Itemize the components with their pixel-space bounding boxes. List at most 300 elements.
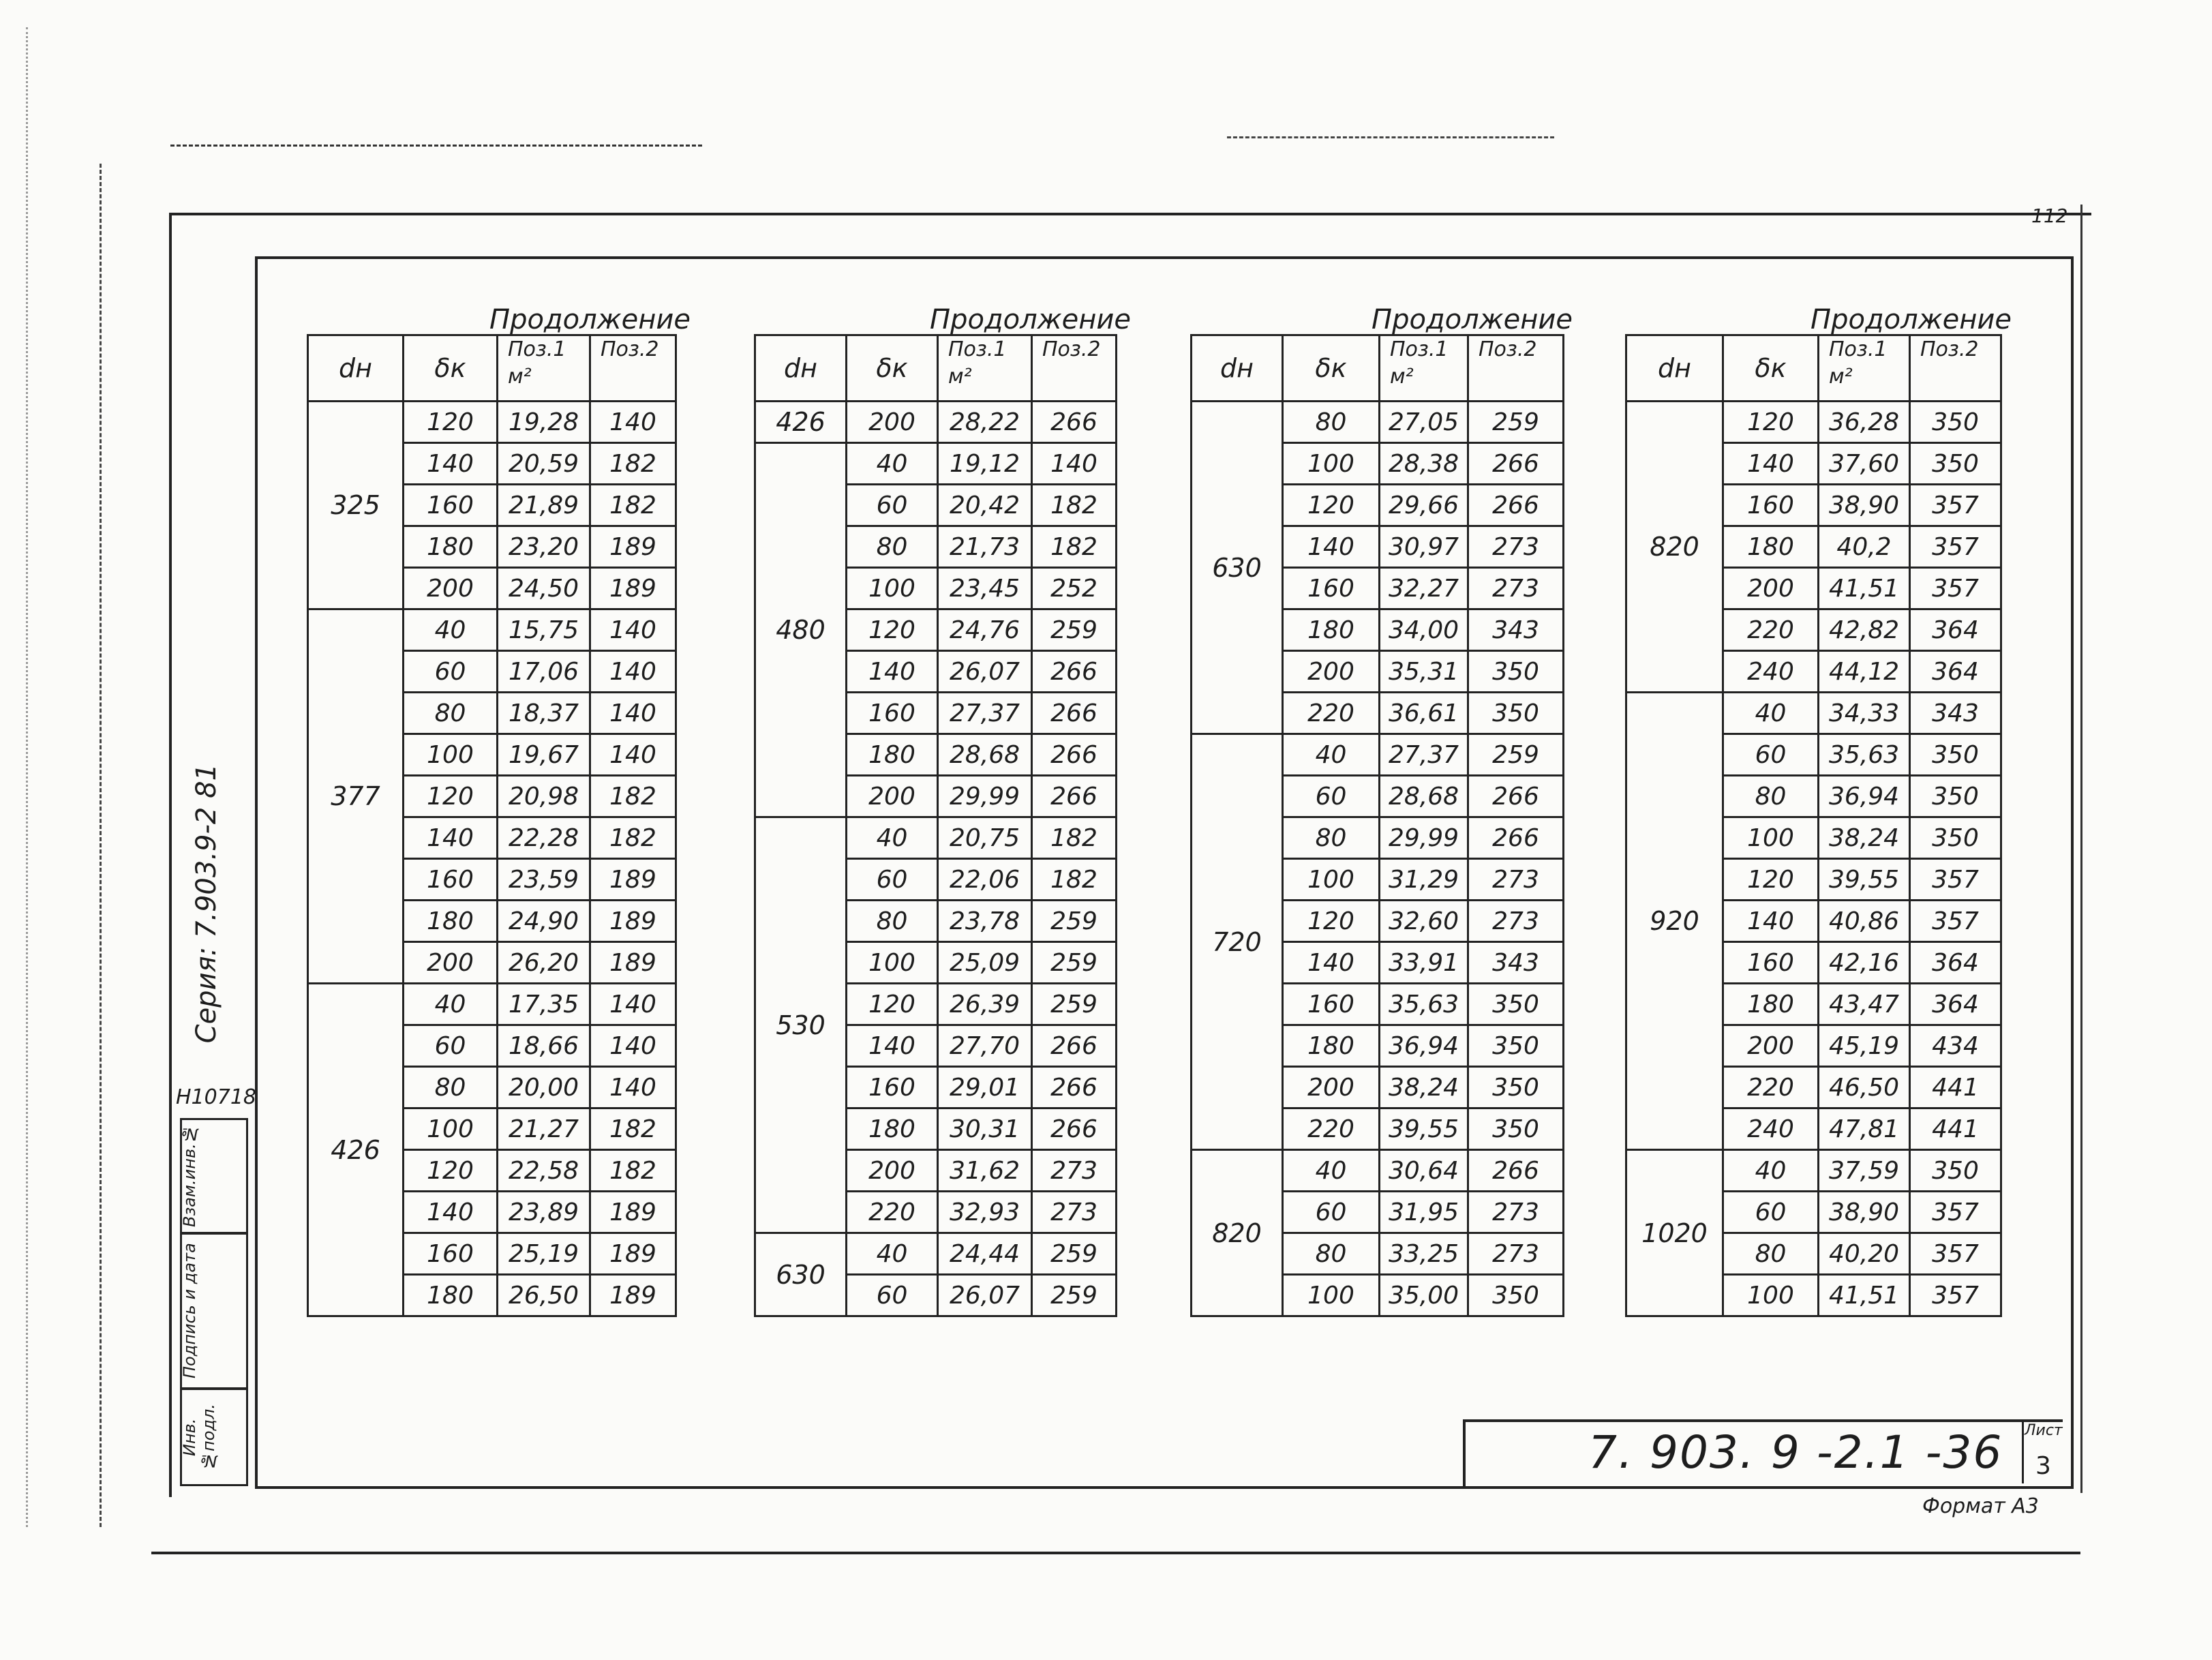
pos2-cell: 350 [1910,776,2001,817]
pos2-cell: 189 [590,901,676,942]
pos1-cell: 36,61 [1380,693,1468,734]
table-row [308,402,676,443]
dk-cell: 80 [847,526,938,568]
dk-cell: 160 [1283,984,1380,1025]
dk-cell: 140 [1283,942,1380,984]
pos1-cell: 35,00 [1380,1275,1468,1316]
pos2-cell: 357 [1910,901,2001,942]
pos2-cell: 273 [1468,859,1564,901]
sheet-label: Лист [2025,1422,2063,1439]
pos1-cell: 42,16 [1819,942,1910,984]
pos1-cell: 24,90 [498,901,590,942]
pos1-cell: 36,28 [1819,402,1910,443]
dk-cell: 100 [847,568,938,609]
pos2-cell: 357 [1910,568,2001,609]
pos2-cell: 364 [1910,651,2001,693]
pos1-cell: 27,37 [1380,734,1468,776]
pos1-cell: 24,50 [498,568,590,609]
dk-cell: 140 [404,817,498,859]
dk-cell: 80 [1283,817,1380,859]
pos1-cell: 31,29 [1380,859,1468,901]
pos2-cell: 350 [1468,1067,1564,1108]
dk-cell: 80 [1723,1233,1819,1275]
table-row [1626,1150,2001,1192]
pos2-cell: 273 [1468,526,1564,568]
pos2-cell: 182 [590,776,676,817]
pos2-cell: 266 [1468,776,1564,817]
pos1-cell: 19,67 [498,734,590,776]
pos2-cell: 364 [1910,984,2001,1025]
pos2-cell: 266 [1032,693,1117,734]
column-header: δк [1723,335,1819,402]
dk-cell: 80 [404,693,498,734]
dk-cell: 120 [847,609,938,651]
dk-cell: 40 [1723,1150,1819,1192]
pos1-cell: 47,81 [1819,1108,1910,1150]
pos2-cell: 252 [1032,568,1117,609]
pos2-cell: 350 [1468,984,1564,1025]
table-row [1192,402,1564,443]
column-header: Поз.1 м² [1819,335,1910,402]
continuation-label: Продолжение [1372,304,1573,335]
pos2-cell: 182 [590,1150,676,1192]
dk-cell: 200 [1723,1025,1819,1067]
pos1-cell: 28,38 [1380,443,1468,485]
dk-cell: 200 [1723,568,1819,609]
dk-cell: 160 [1723,485,1819,526]
pos2-cell: 266 [1032,1067,1117,1108]
pos1-cell: 20,00 [498,1067,590,1108]
pos1-cell: 19,28 [498,402,590,443]
pos1-cell: 18,37 [498,693,590,734]
dk-cell: 40 [847,443,938,485]
pos1-cell: 22,28 [498,817,590,859]
dashed-line [100,164,102,1527]
dn-cell: 820 [1626,402,1723,693]
pos1-cell: 26,39 [938,984,1032,1025]
continuation-label: Продолжение [1810,304,2012,335]
pos2-cell: 357 [1910,859,2001,901]
dashed-line [170,145,702,147]
dk-cell: 60 [1283,1192,1380,1233]
pos1-cell: 30,64 [1380,1150,1468,1192]
pos2-cell: 273 [1468,1192,1564,1233]
pos1-cell: 38,24 [1819,817,1910,859]
pos2-cell: 343 [1468,609,1564,651]
pos1-cell: 41,51 [1819,568,1910,609]
dk-cell: 40 [404,609,498,651]
dk-cell: 60 [1283,776,1380,817]
pos1-cell: 37,60 [1819,443,1910,485]
pos2-cell: 441 [1910,1067,2001,1108]
pos1-cell: 31,62 [938,1150,1032,1192]
pos1-cell: 32,60 [1380,901,1468,942]
dk-cell: 180 [1723,984,1819,1025]
pos2-cell: 266 [1032,776,1117,817]
pos2-cell: 273 [1468,901,1564,942]
data-table [1625,334,2002,1317]
dk-cell: 60 [1723,734,1819,776]
pos1-cell: 41,51 [1819,1275,1910,1316]
table-row [755,1233,1117,1275]
column-header: δк [404,335,498,402]
pos2-cell: 266 [1468,817,1564,859]
dk-cell: 160 [404,1233,498,1275]
pos1-cell: 38,90 [1819,485,1910,526]
pos2-cell: 259 [1032,609,1117,651]
pos2-cell: 364 [1910,609,2001,651]
pos2-cell: 350 [1910,734,2001,776]
series-label: Серия: 7.903.9-2 81 [191,764,222,1044]
dk-cell: 100 [1723,817,1819,859]
pos1-cell: 22,06 [938,859,1032,901]
pos1-cell: 26,50 [498,1275,590,1316]
dn-cell: 820 [1192,1150,1283,1316]
dk-cell: 40 [847,817,938,859]
pos1-cell: 23,78 [938,901,1032,942]
dk-cell: 40 [847,1233,938,1275]
pos2-cell: 140 [590,984,676,1025]
pos1-cell: 26,07 [938,651,1032,693]
pos1-cell: 30,31 [938,1108,1032,1150]
pos1-cell: 39,55 [1380,1108,1468,1150]
pos1-cell: 23,59 [498,859,590,901]
pos1-cell: 34,00 [1380,609,1468,651]
pos2-cell: 182 [590,817,676,859]
table-row [1626,693,2001,734]
pos1-cell: 31,95 [1380,1192,1468,1233]
data-table [307,334,677,1317]
outer-frame-bottom [151,1552,2080,1554]
dk-cell: 120 [404,776,498,817]
pos1-cell: 24,44 [938,1233,1032,1275]
pos1-cell: 21,27 [498,1108,590,1150]
pos1-cell: 42,82 [1819,609,1910,651]
pos2-cell: 189 [590,942,676,984]
pos1-cell: 15,75 [498,609,590,651]
pos1-cell: 22,58 [498,1150,590,1192]
column-header: dн [1192,335,1283,402]
pos1-cell: 21,89 [498,485,590,526]
dk-cell: 80 [1723,776,1819,817]
pos1-cell: 26,20 [498,942,590,984]
pos1-cell: 35,63 [1380,984,1468,1025]
pos2-cell: 140 [590,1067,676,1108]
side-stamp [180,1118,248,1486]
dn-cell: 530 [755,817,847,1233]
dk-cell: 200 [1283,651,1380,693]
pos2-cell: 189 [590,526,676,568]
table-row [308,609,676,651]
column-header: dн [1626,335,1723,402]
dk-cell: 220 [1723,609,1819,651]
pos1-cell: 36,94 [1819,776,1910,817]
table-row [755,402,1117,443]
dk-cell: 200 [847,402,938,443]
dn-cell: 920 [1626,693,1723,1150]
pos2-cell: 140 [590,693,676,734]
dk-cell: 40 [1283,734,1380,776]
dk-cell: 180 [847,734,938,776]
pos2-cell: 434 [1910,1025,2001,1067]
pos2-cell: 273 [1468,1233,1564,1275]
pos1-cell: 35,63 [1819,734,1910,776]
pos1-cell: 40,86 [1819,901,1910,942]
pos2-cell: 350 [1910,443,2001,485]
pos1-cell: 20,75 [938,817,1032,859]
dk-cell: 140 [1283,526,1380,568]
pos2-cell: 266 [1032,402,1117,443]
pos2-cell: 266 [1032,1025,1117,1067]
page-edge-line [26,27,28,1527]
table-row [1192,734,1564,776]
dk-cell: 100 [1283,443,1380,485]
table-row [1626,402,2001,443]
pos2-cell: 350 [1468,1275,1564,1316]
column-header: Поз.2 [1910,335,2001,402]
dk-cell: 120 [404,402,498,443]
pos2-cell: 343 [1910,693,2001,734]
pos2-cell: 273 [1032,1150,1117,1192]
pos2-cell: 350 [1468,651,1564,693]
dk-cell: 80 [847,901,938,942]
pos1-cell: 30,97 [1380,526,1468,568]
pos2-cell: 266 [1032,651,1117,693]
dk-cell: 180 [1283,609,1380,651]
document-code: 7. 903. 9 -2.1 -36 [1588,1426,2003,1479]
dk-cell: 60 [1723,1192,1819,1233]
pos2-cell: 140 [590,609,676,651]
dk-cell: 80 [1283,1233,1380,1275]
pos1-cell: 35,31 [1380,651,1468,693]
dk-cell: 240 [1723,651,1819,693]
dn-cell: 426 [755,402,847,443]
dk-cell: 100 [404,1108,498,1150]
dk-cell: 40 [1283,1150,1380,1192]
pos1-cell: 28,68 [1380,776,1468,817]
pos1-cell: 33,25 [1380,1233,1468,1275]
dn-cell: 1020 [1626,1150,1723,1316]
dashed-line [1227,136,1554,138]
pos2-cell: 259 [1468,402,1564,443]
dk-cell: 180 [847,1108,938,1150]
pos2-cell: 266 [1468,443,1564,485]
column-header: dн [755,335,847,402]
dk-cell: 80 [1283,402,1380,443]
dk-cell: 200 [404,568,498,609]
pos2-cell: 266 [1032,1108,1117,1150]
pos2-cell: 189 [590,1275,676,1316]
column-header: δк [847,335,938,402]
pos1-cell: 18,66 [498,1025,590,1067]
pos2-cell: 259 [1032,942,1117,984]
pos2-cell: 273 [1032,1192,1117,1233]
continuation-label: Продолжение [930,304,1132,335]
pos2-cell: 182 [590,485,676,526]
pos1-cell: 29,99 [938,776,1032,817]
dk-cell: 220 [1723,1067,1819,1108]
sheet-number-top: 112 [2031,205,2068,227]
data-table [1190,334,1564,1317]
pos1-cell: 23,45 [938,568,1032,609]
pos1-cell: 38,90 [1819,1192,1910,1233]
pos2-cell: 350 [1468,1108,1564,1150]
table-row [308,984,676,1025]
column-header: Поз.2 [1032,335,1117,402]
pos1-cell: 37,59 [1819,1150,1910,1192]
sheet-number: 3 [2035,1452,2051,1480]
dk-cell: 140 [404,443,498,485]
pos1-cell: 28,22 [938,402,1032,443]
column-header: Поз.1 м² [938,335,1032,402]
dk-cell: 160 [1723,942,1819,984]
pos2-cell: 350 [1468,1025,1564,1067]
side-label: Инв.№подл. [180,1404,218,1470]
pos2-cell: 441 [1910,1108,2001,1150]
pos2-cell: 266 [1032,734,1117,776]
pos2-cell: 357 [1910,526,2001,568]
dk-cell: 40 [1723,693,1819,734]
column-header: Поз.2 [590,335,676,402]
pos2-cell: 357 [1910,1192,2001,1233]
dk-cell: 180 [1723,526,1819,568]
pos2-cell: 140 [590,402,676,443]
dk-cell: 240 [1723,1108,1819,1150]
pos1-cell: 40,2 [1819,526,1910,568]
pos1-cell: 25,09 [938,942,1032,984]
pos1-cell: 32,93 [938,1192,1032,1233]
pos1-cell: 19,12 [938,443,1032,485]
pos1-cell: 23,89 [498,1192,590,1233]
pos1-cell: 20,98 [498,776,590,817]
dk-cell: 60 [404,1025,498,1067]
pos2-cell: 357 [1910,485,2001,526]
dk-cell: 60 [847,859,938,901]
dk-cell: 100 [1723,1275,1819,1316]
dk-cell: 140 [847,1025,938,1067]
pos1-cell: 24,76 [938,609,1032,651]
pos1-cell: 44,12 [1819,651,1910,693]
pos2-cell: 350 [1468,693,1564,734]
continuation-label: Продолжение [489,304,691,335]
pos1-cell: 29,99 [1380,817,1468,859]
dk-cell: 220 [1283,1108,1380,1150]
pos2-cell: 189 [590,568,676,609]
dk-cell: 200 [1283,1067,1380,1108]
dk-cell: 120 [1723,402,1819,443]
inventory-number: Н10718 [176,1085,256,1109]
pos2-cell: 182 [1032,485,1117,526]
pos2-cell: 189 [590,1192,676,1233]
dn-cell: 480 [755,443,847,817]
dk-cell: 120 [1723,859,1819,901]
pos2-cell: 182 [1032,859,1117,901]
dk-cell: 100 [847,942,938,984]
pos2-cell: 350 [1910,402,2001,443]
pos1-cell: 17,06 [498,651,590,693]
table-row [755,443,1117,485]
dk-cell: 220 [847,1192,938,1233]
dn-cell: 630 [755,1233,847,1316]
side-label: Подпись и дата [180,1243,199,1379]
pos1-cell: 39,55 [1819,859,1910,901]
pos1-cell: 33,91 [1380,942,1468,984]
pos2-cell: 357 [1910,1275,2001,1316]
pos1-cell: 20,42 [938,485,1032,526]
dk-cell: 120 [1283,485,1380,526]
pos1-cell: 32,27 [1380,568,1468,609]
pos2-cell: 189 [590,859,676,901]
column-header: dн [308,335,404,402]
pos1-cell: 38,24 [1380,1067,1468,1108]
pos1-cell: 21,73 [938,526,1032,568]
dk-cell: 160 [847,1067,938,1108]
dk-cell: 200 [847,776,938,817]
pos2-cell: 182 [1032,526,1117,568]
pos1-cell: 20,59 [498,443,590,485]
dk-cell: 200 [404,942,498,984]
pos2-cell: 140 [590,734,676,776]
pos2-cell: 189 [590,1233,676,1275]
dk-cell: 140 [1723,443,1819,485]
pos2-cell: 182 [590,443,676,485]
pos1-cell: 45,19 [1819,1025,1910,1067]
side-label: Взам.инв.№ [180,1124,199,1228]
dk-cell: 80 [404,1067,498,1108]
dk-cell: 60 [404,651,498,693]
pos1-cell: 27,37 [938,693,1032,734]
dn-cell: 630 [1192,402,1283,734]
column-header: Поз.1 м² [498,335,590,402]
pos1-cell: 29,66 [1380,485,1468,526]
dk-cell: 180 [404,526,498,568]
dk-cell: 180 [404,901,498,942]
pos1-cell: 40,20 [1819,1233,1910,1275]
pos2-cell: 266 [1468,1150,1564,1192]
data-table [754,334,1117,1317]
dn-cell: 325 [308,402,404,609]
pos1-cell: 43,47 [1819,984,1910,1025]
pos2-cell: 259 [1032,1275,1117,1316]
pos1-cell: 28,68 [938,734,1032,776]
dk-cell: 60 [847,1275,938,1316]
pos2-cell: 259 [1032,984,1117,1025]
pos2-cell: 350 [1910,1150,2001,1192]
pos2-cell: 182 [1032,817,1117,859]
pos1-cell: 23,20 [498,526,590,568]
dk-cell: 200 [847,1150,938,1192]
pos1-cell: 17,35 [498,984,590,1025]
pos2-cell: 266 [1468,485,1564,526]
dk-cell: 120 [1283,901,1380,942]
pos1-cell: 29,01 [938,1067,1032,1108]
dn-cell: 377 [308,609,404,984]
pos2-cell: 364 [1910,942,2001,984]
dk-cell: 120 [404,1150,498,1192]
dk-cell: 100 [1283,859,1380,901]
dk-cell: 180 [1283,1025,1380,1067]
pos2-cell: 350 [1910,817,2001,859]
dk-cell: 100 [1283,1275,1380,1316]
pos2-cell: 140 [590,651,676,693]
dk-cell: 220 [1283,693,1380,734]
column-header: Поз.2 [1468,335,1564,402]
pos2-cell: 140 [1032,443,1117,485]
pos1-cell: 46,50 [1819,1067,1910,1108]
dk-cell: 100 [404,734,498,776]
pos1-cell: 34,33 [1819,693,1910,734]
dk-cell: 160 [404,859,498,901]
